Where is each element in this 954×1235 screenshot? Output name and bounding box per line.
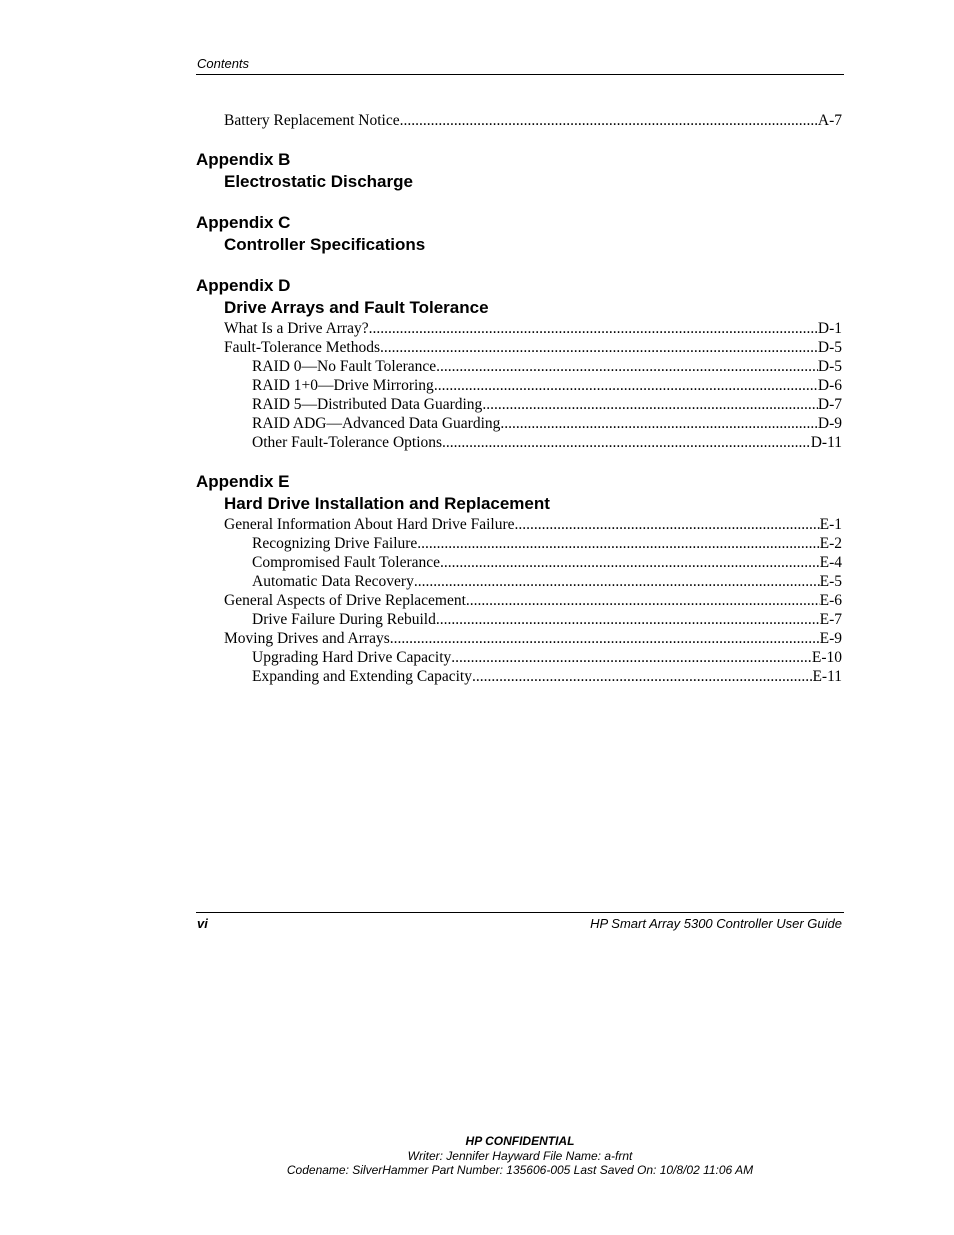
appendix-c-label: Appendix C [196, 213, 291, 232]
toc-entry-page: D-1 [817, 320, 842, 337]
toc-entry-title: Moving Drives and Arrays [224, 630, 390, 647]
toc-entry-title: What Is a Drive Array? [224, 320, 369, 337]
appendix-c-title[interactable]: Controller Specifications [224, 235, 426, 254]
toc-entry-title: Battery Replacement Notice [224, 112, 400, 129]
toc-leader-dots [482, 395, 818, 414]
appendix-e-title[interactable]: Hard Drive Installation and Replacement [224, 494, 550, 513]
appendix-d-entries [196, 319, 842, 452]
header-rule [196, 74, 844, 75]
toc-leader-dots [380, 338, 818, 357]
toc-entry-title: Compromised Fault Tolerance [252, 554, 441, 571]
confidential-block [0, 1134, 954, 1178]
toc-leader-dots [472, 667, 812, 686]
toc-entry[interactable] [196, 433, 842, 452]
toc-entry-title: Recognizing Drive Failure [252, 535, 418, 552]
toc-entry-title: Upgrading Hard Drive Capacity [252, 649, 452, 666]
toc-entry-page: E-10 [811, 649, 842, 666]
toc-entry[interactable] [196, 357, 842, 376]
toc-entry-title: General Information About Hard Drive Failure [224, 516, 515, 533]
toc-entry[interactable] [196, 667, 842, 686]
appendix-d-title[interactable]: Drive Arrays and Fault Tolerance [224, 298, 489, 317]
toc-entry[interactable] [196, 534, 842, 553]
toc-entry-page: A-7 [817, 112, 842, 129]
writer-info: Writer: Jennifer Hayward File Name: a-frnt [407, 1148, 633, 1163]
toc-leader-dots [500, 414, 818, 433]
toc-entry[interactable] [196, 591, 842, 610]
toc-entry-title: Expanding and Extending Capacity [252, 668, 472, 685]
toc-entry[interactable] [196, 515, 842, 534]
toc-entry-page: E-7 [819, 611, 842, 628]
toc-entry-page: E-9 [819, 630, 842, 647]
toc-entry-title: Drive Failure During Rebuild [252, 611, 436, 628]
appendix-e-entries [196, 515, 842, 686]
appendix-b-label: Appendix B [196, 150, 291, 169]
toc-intro-list [196, 111, 842, 130]
toc-leader-dots [466, 591, 820, 610]
toc-entry-page: E-1 [819, 516, 842, 533]
toc-entry[interactable] [196, 319, 842, 338]
toc-entry[interactable] [196, 338, 842, 357]
running-header: Contents [197, 56, 250, 71]
toc-entry-page: E-2 [819, 535, 842, 552]
toc-entry-page: D-5 [817, 358, 842, 375]
toc-entry[interactable] [196, 648, 842, 667]
toc-entry-page: E-5 [819, 573, 842, 590]
toc-entry[interactable] [196, 111, 842, 130]
toc-leader-dots [442, 433, 811, 452]
footer-rule [196, 912, 844, 913]
page-number: vi [197, 916, 208, 931]
toc-entry-title: RAID ADG—Advanced Data Guarding [252, 415, 501, 432]
toc-entry-page: E-6 [819, 592, 842, 609]
toc-entry-title: Fault-Tolerance Methods [224, 339, 381, 356]
toc-entry-page: D-6 [817, 377, 842, 394]
toc-leader-dots [390, 629, 820, 648]
toc-entry-page: D-5 [817, 339, 842, 356]
toc-entry-page: D-9 [817, 415, 842, 432]
toc-entry-title: RAID 0—No Fault Tolerance [252, 358, 437, 375]
appendix-e-label: Appendix E [196, 472, 290, 491]
toc-leader-dots [436, 610, 820, 629]
confidential-label: HP CONFIDENTIAL [465, 1134, 575, 1148]
toc-leader-dots [417, 534, 819, 553]
toc-entry-page: E-11 [812, 668, 842, 685]
guide-title: HP Smart Array 5300 Controller User Guide [590, 916, 842, 931]
toc-entry-title: General Aspects of Drive Replacement [224, 592, 466, 609]
toc-entry[interactable] [196, 572, 842, 591]
toc-entry-title: RAID 1+0—Drive Mirroring [252, 377, 434, 394]
toc-entry-title: Automatic Data Recovery [252, 573, 414, 590]
toc-entry[interactable] [196, 610, 842, 629]
toc-entry[interactable] [196, 395, 842, 414]
toc-entry[interactable] [196, 629, 842, 648]
toc-leader-dots [436, 357, 818, 376]
toc-entry-title: RAID 5—Distributed Data Guarding [252, 396, 483, 413]
toc-entry-page: E-4 [819, 554, 842, 571]
toc-entry[interactable] [196, 553, 842, 572]
toc-leader-dots [434, 376, 818, 395]
toc-leader-dots [440, 553, 820, 572]
toc-leader-dots [369, 319, 818, 338]
appendix-d-label: Appendix D [196, 276, 291, 295]
toc-leader-dots [451, 648, 812, 667]
toc-entry-page: D-11 [810, 434, 842, 451]
toc-entry-title: Other Fault-Tolerance Options [252, 434, 443, 451]
toc-leader-dots [515, 515, 820, 534]
appendix-b-title[interactable]: Electrostatic Discharge [224, 172, 413, 191]
toc-leader-dots [414, 572, 820, 591]
toc-entry-page: D-7 [817, 396, 842, 413]
toc-entry[interactable] [196, 376, 842, 395]
toc-entry[interactable] [196, 414, 842, 433]
toc-leader-dots [400, 111, 818, 130]
codename-info: Codename: SilverHammer Part Number: 135606-005 Last Saved On: 10/8/02 11:06 AM [286, 1163, 754, 1177]
table-of-contents [196, 111, 842, 686]
